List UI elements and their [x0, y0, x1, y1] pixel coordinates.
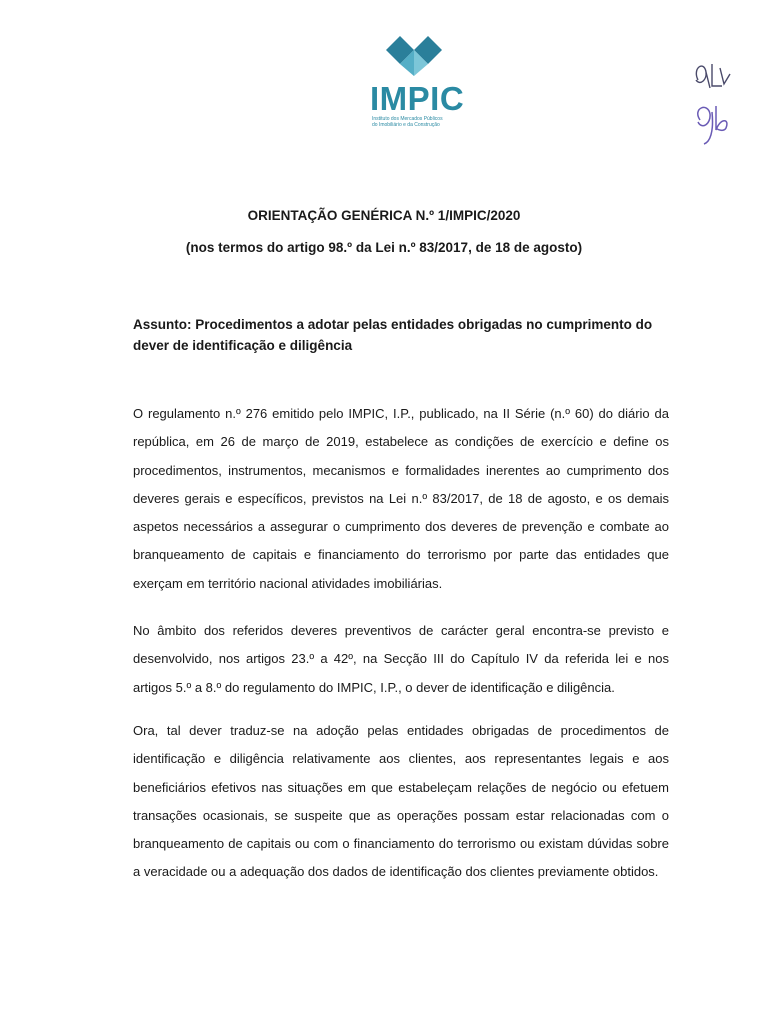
- body-paragraph-3: Ora, tal dever traduz-se na adoção pelas entidades obrigadas de procedimentos de identificação e diligência relativamente aos clientes, aos representantes legais e aos beneficiários efetivos nas situações em que estabeleçam relações de negócio ou efetuem transações ocasionais, se suspeite que as operações possam estar relacionadas com o branqueamento de capitais ou com o financiamento do terrorismo ou existam dúvidas sobre a veracidade ou a adequação dos dados de identificação dos clientes previamente obtidos.: [133, 723, 669, 880]
- body-paragraph-1: O regulamento n.º 276 emitido pelo IMPIC, I.P., publicado, na II Série (n.º 60) do diário da república, em 26 de março de 2019, estabelece as condições de exercício e define os procedimentos, instrumentos, mecanismos e formalidades inerentes ao cumprimento dos deveres gerais e específicos, previstos na Lei n.º 83/2017, de 18 de agosto, e os demais aspetos necessários a assegurar o cumprimento dos deveres de prevenção e combate ao branqueamento de capitais e financiamento do terrorismo por parte das entidades que exerçam em território nacional atividades imobiliárias.: [133, 406, 669, 591]
- impic-diamond-icon: [386, 36, 442, 76]
- handwritten-initials: [690, 58, 750, 148]
- document-subtitle: (nos termos do artigo 98.º da Lei n.º 83/2017, de 18 de agosto): [185, 240, 583, 255]
- body-paragraph-2: No âmbito dos referidos deveres preventivos de carácter geral encontra-se previsto e desenvolvido, nos artigos 23.º a 42º, na Secção III do Capítulo IV da referida lei e nos artigos 5.º a 8.º do regulamento do IMPIC, I.P., o dever de identificação e diligência.: [133, 623, 669, 695]
- logo-subtitle: Instituto dos Mercados Públicos do Imobiliário e da Construção: [372, 116, 443, 128]
- logo-name: IMPIC: [370, 80, 465, 117]
- document-subject: Assunto: Procedimentos a adotar pelas entidades obrigadas no cumprimento do dever de identificação e diligência: [133, 317, 653, 353]
- impic-logo: [360, 30, 470, 140]
- document-title: ORIENTAÇÃO GENÉRICA N.º 1/IMPIC/2020: [247, 208, 521, 223]
